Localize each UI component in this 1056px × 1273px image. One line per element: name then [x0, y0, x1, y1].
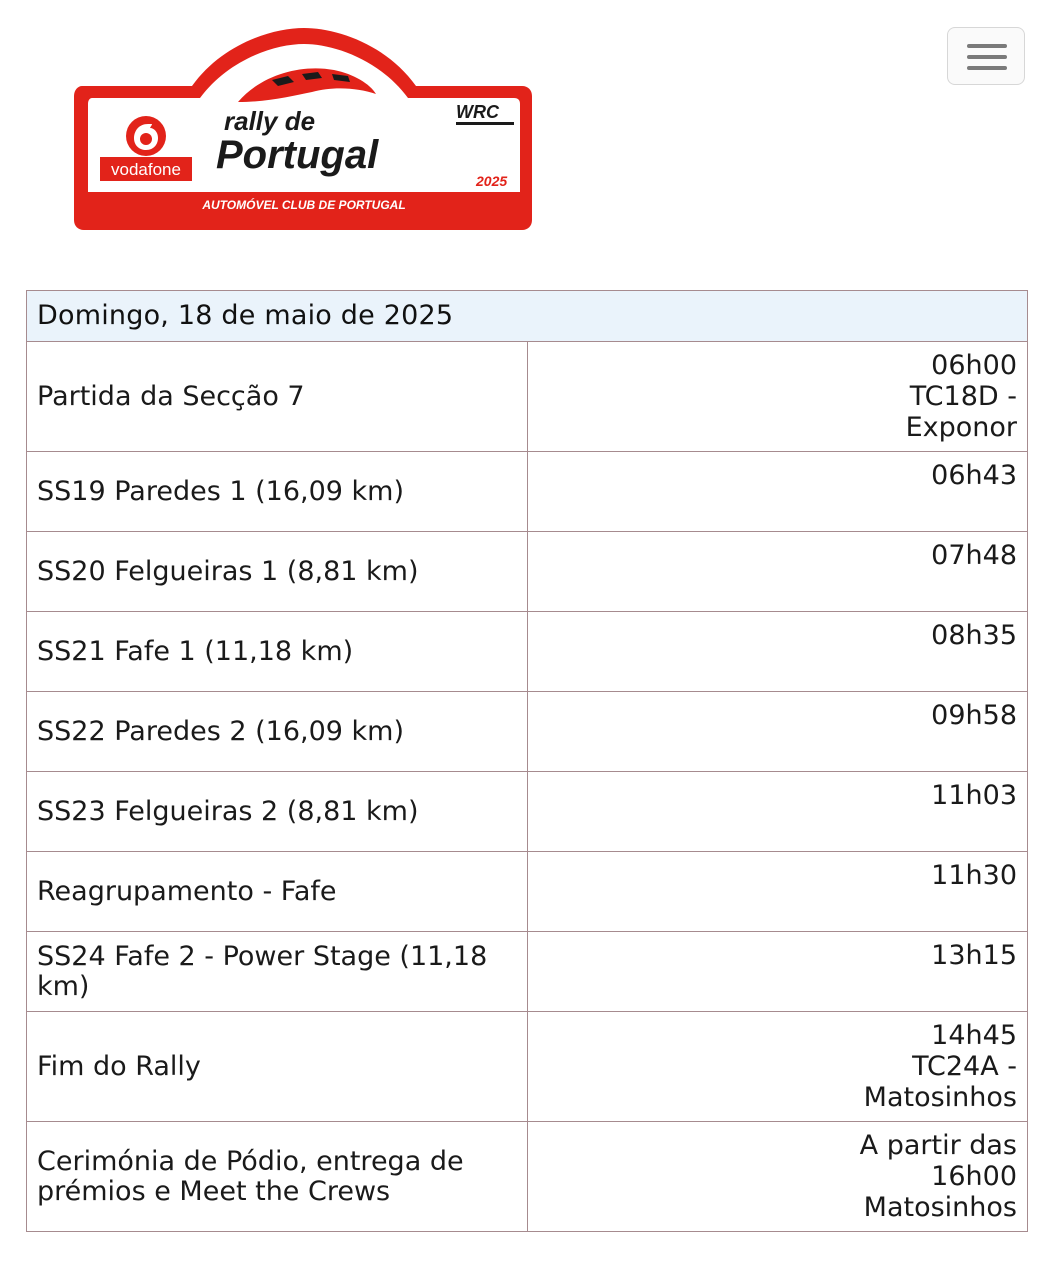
event-name: SS19 Paredes 1 (16,09 km): [27, 452, 528, 532]
day-header-row: [27, 291, 1028, 342]
event-name: SS24 Fafe 2 - Power Stage (11,18 km): [27, 932, 528, 1012]
schedule-table: [26, 290, 1028, 1232]
menu-button[interactable]: [947, 27, 1025, 85]
table-row: [27, 932, 1028, 1012]
table-row: [27, 452, 1028, 532]
table-row: [27, 342, 1028, 452]
table-row: [27, 852, 1028, 932]
rally-de-portugal-logo: [72, 24, 534, 236]
event-name: SS23 Felgueiras 2 (8,81 km): [27, 772, 528, 852]
event-time: 13h15: [527, 932, 1028, 1012]
event-time: A partir das 16h00 Matosinhos: [527, 1122, 1028, 1232]
event-time: 11h03: [527, 772, 1028, 852]
event-time: 07h48: [527, 532, 1028, 612]
day-header: Domingo, 18 de maio de 2025: [27, 291, 1028, 342]
table-row: [27, 532, 1028, 612]
event-time: 06h43: [527, 452, 1028, 532]
event-time: 06h00 TC18D - Exponor: [527, 342, 1028, 452]
svg-text:2025: 2025: [476, 173, 508, 189]
table-row: [27, 692, 1028, 772]
event-time: 09h58: [527, 692, 1028, 772]
event-name: SS20 Felgueiras 1 (8,81 km): [27, 532, 528, 612]
svg-text:WRC: WRC: [456, 102, 499, 122]
table-row: [27, 612, 1028, 692]
event-name: SS22 Paredes 2 (16,09 km): [27, 692, 528, 772]
svg-text:rally de: rally de: [224, 106, 316, 136]
svg-text:Portugal: Portugal: [216, 133, 379, 177]
event-name: Partida da Secção 7: [27, 342, 528, 452]
hamburger-menu-icon: [967, 44, 1007, 48]
event-name: Reagrupamento - Fafe: [27, 852, 528, 932]
event-time: 11h30: [527, 852, 1028, 932]
event-name: Fim do Rally: [27, 1012, 528, 1122]
table-row: [27, 1122, 1028, 1232]
event-name: SS21 Fafe 1 (11,18 km): [27, 612, 528, 692]
table-row: [27, 772, 1028, 852]
table-row: [27, 1012, 1028, 1122]
vodafone-wordmark: vodafone: [111, 160, 181, 179]
svg-text:AUTOMÓVEL CLUB DE PORTUGAL: AUTOMÓVEL CLUB DE PORTUGAL: [202, 198, 406, 212]
event-name: Cerimónia de Pódio, entrega de prémios e Meet the Crews: [27, 1122, 528, 1232]
event-time: 08h35: [527, 612, 1028, 692]
event-time: 14h45 TC24A - Matosinhos: [527, 1012, 1028, 1122]
